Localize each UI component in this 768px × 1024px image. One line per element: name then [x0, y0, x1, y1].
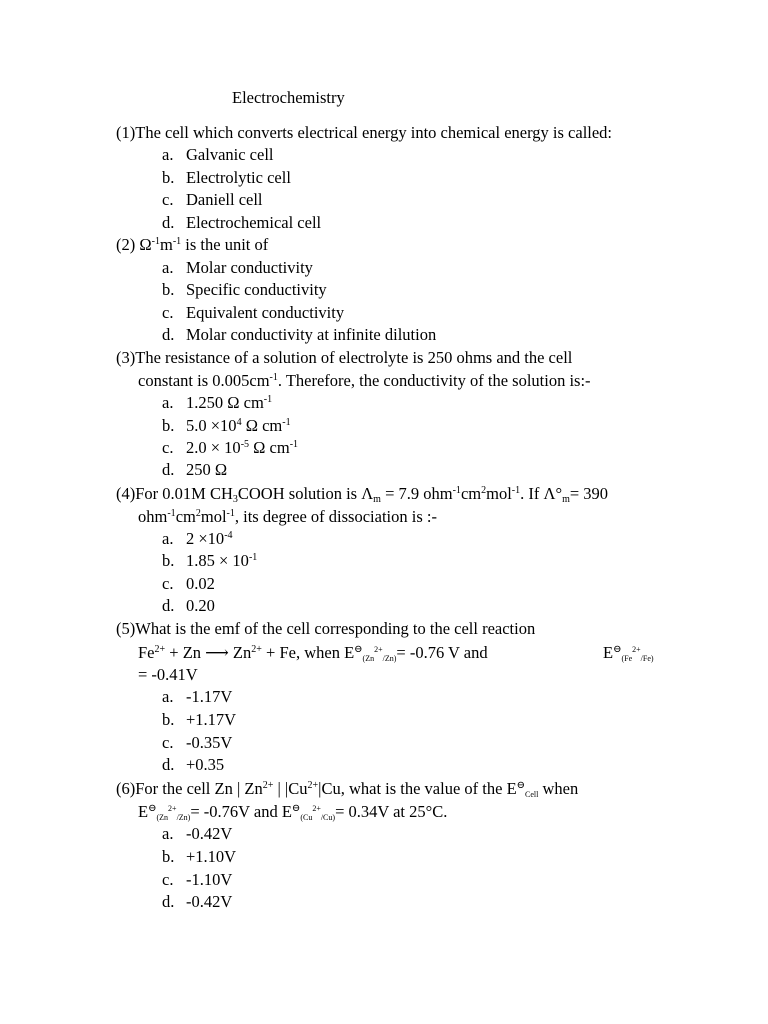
subscript: /Fe)	[640, 654, 654, 663]
option-text: 2 ×10	[186, 529, 225, 548]
option-text: -0.42V	[186, 824, 233, 843]
question-5	[116, 619, 535, 639]
subscript: (Zn	[362, 654, 375, 663]
text-run: when	[538, 779, 579, 798]
option	[162, 325, 436, 345]
option-label: d.	[162, 596, 175, 615]
question-number: (1)	[116, 123, 136, 142]
option-label: b.	[162, 847, 175, 866]
text-run: cm	[175, 507, 196, 526]
option-label: c.	[162, 438, 174, 457]
text-run: = 7.9 ohm	[380, 484, 453, 503]
option-text: Ω cm	[241, 416, 283, 435]
option-label: d.	[162, 325, 175, 344]
option	[162, 190, 263, 210]
option-text: Ω cm	[249, 438, 290, 457]
standard-symbol: ⊖	[291, 803, 301, 814]
question-number: (2)	[116, 235, 136, 254]
option-label: b.	[162, 168, 175, 187]
option	[162, 416, 291, 436]
question-text: The resistance of a solution of electrolyte is 250 ohms and the cell	[135, 348, 573, 367]
option-text: 250 Ω	[186, 460, 228, 479]
question-text: What is the emf of the cell corresponding to the cell reaction	[135, 619, 536, 638]
standard-symbol: ⊖	[148, 803, 157, 814]
question-1	[116, 123, 612, 143]
option-text: 0.20	[186, 596, 215, 615]
exponent: 2+	[307, 780, 319, 791]
option-text: +1.17V	[186, 710, 237, 729]
option-label: c.	[162, 870, 174, 889]
question-text: is the unit of	[181, 235, 269, 254]
option	[162, 710, 236, 730]
option-text: +0.35	[186, 755, 225, 774]
subscript: /Zn)	[176, 813, 191, 822]
text-run: constant is 0.005cm	[138, 371, 270, 390]
standard-symbol: ⊖	[516, 780, 526, 791]
option	[162, 280, 327, 300]
exponent: 2	[481, 485, 487, 496]
question-number: (6)	[116, 779, 136, 798]
option-label: d.	[162, 213, 175, 232]
option-label: c.	[162, 190, 174, 209]
exponent: -1	[282, 417, 291, 428]
text-run: + Zn ⟶ Zn	[165, 643, 252, 662]
option-label: a.	[162, 687, 174, 706]
text-run: mol	[200, 507, 227, 526]
question-number: (3)	[116, 348, 136, 367]
exponent: 2+	[262, 780, 274, 791]
subscript: (Cu	[300, 813, 313, 822]
option-text: -0.42V	[186, 892, 233, 911]
page-title: Electrochemistry	[232, 88, 345, 107]
option-label: b.	[162, 416, 175, 435]
exponent: -1	[289, 439, 299, 450]
option-label: c.	[162, 303, 174, 322]
text-run: mol	[486, 484, 512, 503]
option-text: 5.0 ×10	[186, 416, 237, 435]
option	[162, 460, 227, 480]
option-label: a.	[162, 393, 174, 412]
question-3	[116, 348, 572, 368]
subscript: m	[373, 494, 381, 505]
exponent: 2	[195, 508, 201, 519]
question-continuation	[138, 802, 447, 822]
exponent: 2+	[154, 644, 166, 655]
option	[162, 870, 232, 890]
option-label: c.	[162, 574, 174, 593]
option-label: d.	[162, 755, 175, 774]
text-run: |Cu, what is the value of the E	[318, 779, 517, 798]
option	[162, 733, 232, 753]
option	[162, 847, 236, 867]
exponent: -1	[263, 394, 273, 405]
option	[162, 529, 233, 549]
text-run: E	[138, 802, 149, 821]
exponent: -1	[167, 508, 176, 519]
text-run: For the cell Zn | Zn	[135, 779, 263, 798]
exponent: -1	[151, 236, 160, 247]
option-text: 2.0 × 10	[186, 438, 241, 457]
option-text: Daniell cell	[186, 190, 263, 209]
option	[162, 213, 321, 233]
exponent: -1	[269, 372, 278, 383]
option-text: Electrochemical cell	[186, 213, 322, 232]
question-number: (5)	[116, 619, 136, 638]
exponent: -1	[452, 485, 461, 496]
question-continuation	[138, 371, 591, 391]
option	[162, 574, 215, 594]
text-run: E	[603, 643, 614, 662]
option-text: Equivalent conductivity	[186, 303, 345, 322]
option	[162, 824, 232, 844]
text-run: ohm	[138, 507, 168, 526]
option	[162, 687, 232, 707]
option	[162, 438, 298, 458]
text-run: | |Cu	[273, 779, 308, 798]
option-text: 1.250 Ω cm	[186, 393, 264, 412]
electrode-potential-fe	[603, 643, 654, 663]
text-run: For 0.01M CH	[135, 484, 233, 503]
question-continuation	[138, 507, 437, 527]
option	[162, 755, 224, 775]
option-label: b.	[162, 280, 175, 299]
option-text: 1.85 × 10	[186, 551, 249, 570]
question-continuation	[138, 665, 198, 685]
option-text: Galvanic cell	[186, 145, 274, 164]
option-text: Molar conductivity at infinite dilution	[186, 325, 437, 344]
text-run: = -0.76V and E	[190, 802, 292, 821]
question-2	[116, 235, 268, 255]
text-run: + Fe, when E	[261, 643, 355, 662]
subscript: (Fe	[621, 654, 633, 663]
option-text: Molar conductivity	[186, 258, 313, 277]
question-text: The cell which converts electrical energy into chemical energy is called:	[135, 123, 613, 142]
option-label: a.	[162, 529, 174, 548]
exponent: -1	[172, 236, 182, 247]
option-label: a.	[162, 258, 174, 277]
option	[162, 393, 272, 413]
text-run: = 0.34V at 25°C.	[335, 802, 448, 821]
exponent: 2+	[168, 804, 177, 813]
question-4	[116, 484, 608, 504]
text-run: = -0.76 V and	[396, 643, 488, 662]
option	[162, 145, 274, 165]
option-text: -0.35V	[186, 733, 233, 752]
exponent: -1	[248, 552, 258, 563]
text-run: . If Λ°	[520, 484, 563, 503]
option-label: a.	[162, 824, 174, 843]
option-text: 0.02	[186, 574, 215, 593]
unit-m: m	[159, 235, 173, 254]
subscript: /Zn)	[382, 654, 397, 663]
subscript: (Zn	[156, 813, 169, 822]
subscript: 3	[232, 494, 238, 505]
exponent: -1	[511, 485, 521, 496]
option-label: b.	[162, 551, 175, 570]
text-run: , its degree of dissociation is :-	[234, 507, 437, 526]
exponent: 2+	[251, 644, 262, 655]
option	[162, 892, 232, 912]
text-run: cm	[460, 484, 482, 503]
option	[162, 551, 257, 571]
subscript: /Cu)	[320, 813, 336, 822]
question-number: (4)	[116, 484, 136, 503]
option-text: +1.10V	[186, 847, 237, 866]
exponent: -1	[226, 508, 235, 519]
option	[162, 168, 291, 188]
option	[162, 303, 344, 323]
unit-omega: Ω	[139, 235, 152, 254]
exponent: 2+	[632, 645, 641, 654]
exponent: -5	[240, 439, 250, 450]
option-label: d.	[162, 460, 175, 479]
option-text: Electrolytic cell	[186, 168, 291, 187]
text-run: . Therefore, the conductivity of the solution is:-	[277, 371, 591, 390]
text-run: Fe	[138, 643, 155, 662]
option-label: a.	[162, 145, 174, 164]
cell-reaction	[138, 643, 488, 663]
exponent: 2+	[312, 804, 321, 813]
option-label: d.	[162, 892, 175, 911]
subscript: Cell	[525, 790, 539, 799]
exponent: -4	[224, 530, 233, 541]
text-run: = 390	[569, 484, 609, 503]
text-run: COOH solution is Λ	[237, 484, 374, 503]
standard-symbol: ⊖	[613, 644, 622, 655]
question-6	[116, 779, 578, 799]
subscript: m	[562, 494, 570, 505]
option-text: Specific conductivity	[186, 280, 327, 299]
option-label: b.	[162, 710, 175, 729]
option	[162, 258, 313, 278]
standard-symbol: ⊖	[354, 644, 363, 655]
option-text: -1.17V	[186, 687, 233, 706]
option-label: c.	[162, 733, 174, 752]
exponent: 2+	[374, 645, 383, 654]
text-run: = -0.41V	[138, 665, 198, 684]
option-text: -1.10V	[186, 870, 233, 889]
option	[162, 596, 215, 616]
exponent: 4	[236, 417, 242, 428]
